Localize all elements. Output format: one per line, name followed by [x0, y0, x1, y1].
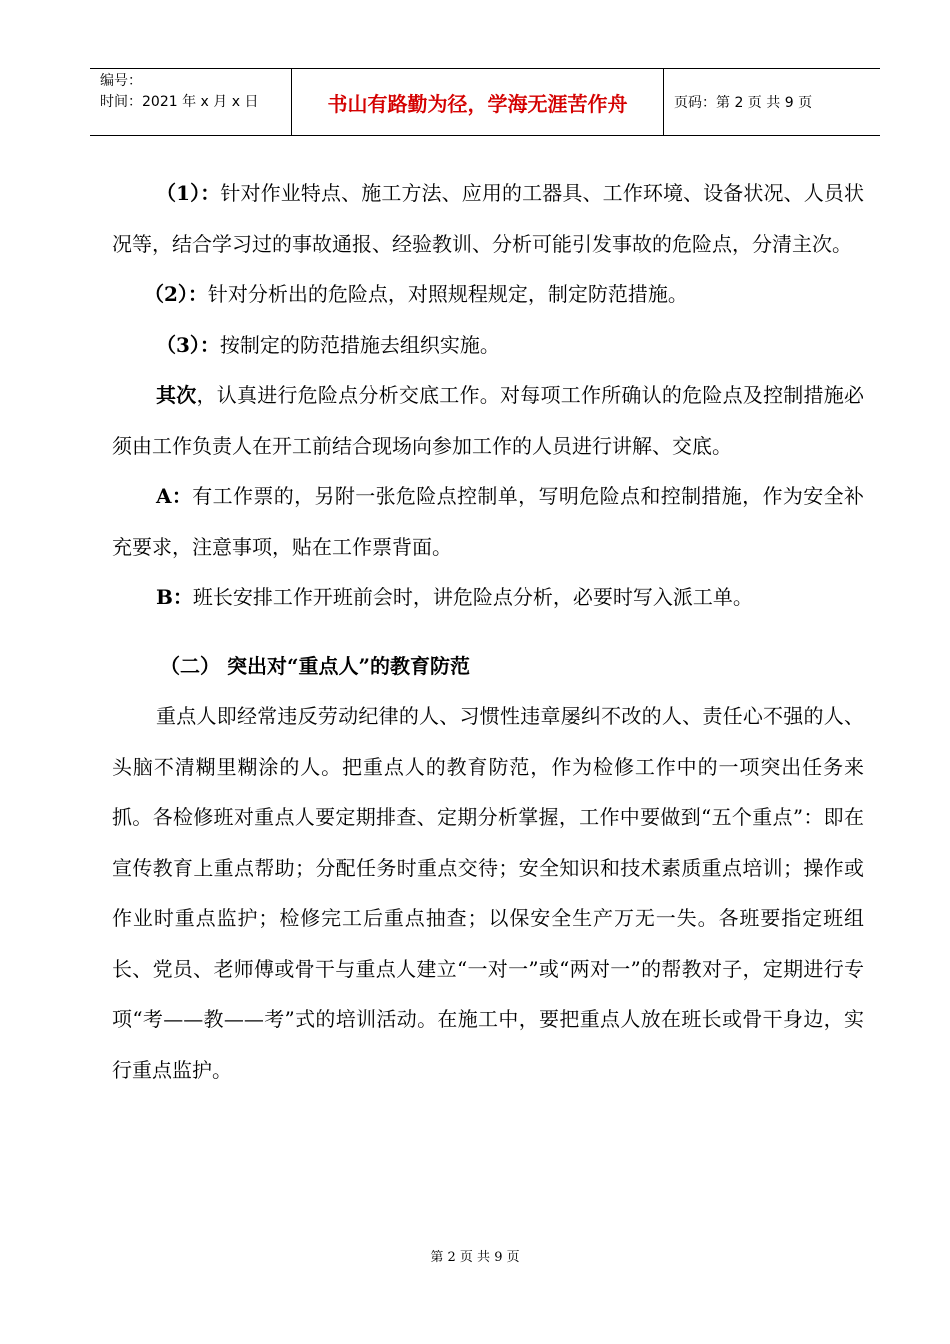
paragraph-5: [112, 471, 864, 572]
paragraph-6-text: 班长安排工作开班前会时，讲危险点分析，必要时写入派工单。: [192, 585, 753, 609]
paragraph-3-label: （3）：: [156, 332, 220, 357]
time-label: 时间：2021 年 x 月 x 日: [100, 94, 259, 110]
header-motto: 书山有路勤为径，学海无涯苦作舟: [292, 69, 664, 135]
paragraph-4: [112, 370, 864, 471]
document-body: [112, 168, 864, 1095]
paragraph-2: [112, 269, 864, 320]
paragraph-7: 重点人即经常违反劳动纪律的人、习惯性违章屡纠不改的人、责任心不强的人、头脑不清糊里糊涂的人。把重点人的教育防范，作为检修工作中的一项突出任务来抓。各检修班对重点人要定期排查、定期分析掌握，工作中要做到“五个重点”：即在宣传教育上重点帮助；分配任务时重点交待；安全知识和技术素质重点培训；操作或作业时重点监护；检修完工后重点抽查；以保安全生产万无一失。各班要指定班组长、党员、老师傅或骨干与重点人建立“一对一”或“两对一”的帮教对子，定期进行专项“考——教——考”式的培训活动。在施工中，要把重点人放在班长或骨干身边，实行重点监护。: [112, 704, 864, 1082]
paragraph-4-label: 其次: [156, 383, 197, 407]
paragraph-4-text: ，认真进行危险点分析交底工作。对每项工作所确认的危险点及控制措施必须由工作负责人在开工前结合现场向参加工作的人员进行讲解、交底。: [112, 383, 865, 458]
paragraph-2-label: （2）：: [144, 282, 208, 306]
paragraph-1-text: 针对作业特点、施工方法、应用的工器具、工作环境、设备状况、人员状况等，结合学习过的事故通报、经验教训、分析可能引发事故的危险点，分清主次。: [112, 181, 865, 256]
paragraph-1-label: （1）：: [156, 181, 221, 205]
paragraph-6-label: B：: [156, 585, 193, 609]
page-header: [90, 68, 880, 136]
section-title: （二） 突出对“重点人”的教育防范: [160, 653, 470, 678]
paragraph-1: [112, 168, 864, 269]
paragraph-3: [112, 320, 864, 371]
serial-label: 编号：: [100, 73, 142, 89]
page-footer: 第 2 页 共 9 页: [430, 1250, 520, 1265]
paragraph-2-text: 针对分析出的危险点，对照规程规定，制定防范措施。: [207, 282, 688, 306]
paragraph-5-text: 有工作票的，另附一张危险点控制单，写明危险点和控制措施，作为安全补充要求，注意事项，贴在工作票背面。: [112, 484, 865, 559]
paragraph-6: [112, 572, 864, 623]
header-page-number: 页码：第 2 页 共 9 页: [674, 95, 813, 111]
paragraph-5-label: A：: [156, 484, 193, 508]
paragraph-3-text: 按制定的防范措施去组织实施。: [219, 332, 500, 357]
header-meta: [90, 69, 292, 135]
